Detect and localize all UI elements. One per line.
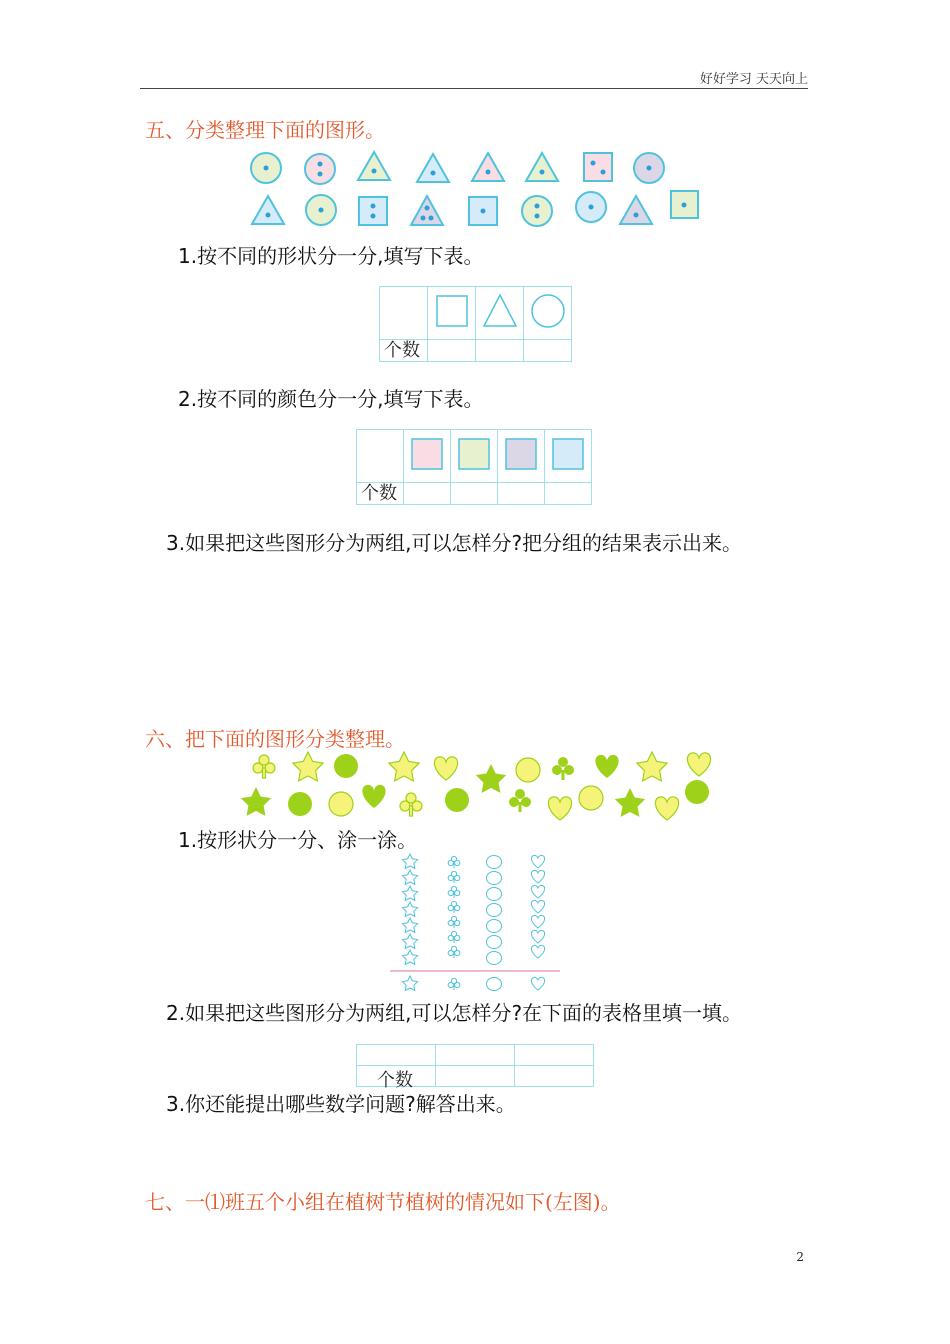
circle-shape [634,153,664,183]
section-5-question-1: 1.按不同的形状分一分,填写下表。 [178,244,484,268]
triangle-shape [620,196,652,224]
club-shape [400,793,422,816]
section-7-title: 七、一⑴班五个小组在植树节植树的情况如下(左图)。 [145,1190,621,1214]
circle-shape [306,195,336,225]
circle-count-cell[interactable] [524,340,572,362]
circle-shape [522,196,552,226]
section-5-shapes [240,146,720,236]
green-count-cell[interactable] [451,483,498,505]
triangle-shape [472,153,504,181]
count-label: 个数 [377,1070,413,1091]
section-5-question-3: 3.如果把这些图形分为两组,可以怎样分?把分组的结果表示出来。 [166,531,743,555]
circle-shape [516,758,540,782]
green-swatch [451,430,497,478]
club-column [448,856,460,990]
section-6-title: 六、把下面的图形分类整理。 [145,727,405,751]
page-number: 2 [796,1250,804,1264]
square-shape [671,191,698,218]
pink-count-cell[interactable] [404,483,451,505]
heart-shape [548,797,571,820]
pink-swatch [404,430,450,478]
purple-swatch [498,430,544,478]
club-shape [552,757,574,780]
club-shape [253,755,275,778]
heart-shape [687,753,710,776]
header-divider [140,88,808,89]
star-shape [476,764,506,793]
header-text: 好好学习 天天向上 [699,72,808,87]
group-2-count-cell[interactable] [515,1066,594,1087]
star-shape [615,788,645,817]
count-label: 个数 [361,483,397,504]
star-shape [241,787,271,816]
heart-column [531,855,544,990]
heart-shape [362,785,385,808]
circle-shape [685,780,709,804]
circle-shape [251,153,281,183]
square-shape [359,197,387,225]
purple-count-cell[interactable] [498,483,545,505]
circle-shape [329,792,353,816]
star-shape [637,752,667,781]
star-shape [293,752,323,781]
triangle-shape [417,154,449,182]
coloring-columns[interactable] [388,852,563,992]
triangle-shape [411,196,443,225]
triangle-shape [526,153,558,181]
circle-shape [305,154,335,184]
section-5-question-2: 2.按不同的颜色分一分,填写下表。 [178,387,484,411]
section-6-question-2: 2.如果把这些图形分为两组,可以怎样分?在下面的表格里填一填。 [166,1001,743,1025]
blue-swatch [545,430,591,478]
circle-shape [288,792,312,816]
heart-shape [595,755,618,778]
triangle-shape [252,196,284,224]
star-column [402,854,417,990]
triangle-count-cell[interactable] [476,340,524,362]
triangle-header [476,287,524,340]
group-2-cell[interactable] [515,1045,594,1066]
triangle-shape [358,152,390,180]
section-6-question-1: 1.按形状分一分、涂一涂。 [178,828,418,852]
club-shape [509,789,531,812]
square-shape [584,153,612,181]
circle-shape [579,786,603,810]
star-shape [389,752,419,781]
heart-shape [434,757,457,780]
section-6-shapes [230,746,720,826]
group-1-cell[interactable] [436,1045,515,1066]
count-label: 个数 [384,340,420,361]
square-count-cell[interactable] [428,340,476,362]
circle-shape [576,192,606,222]
square-shape [469,197,497,225]
circle-header [524,287,572,340]
section-6-question-3: 3.你还能提出哪些数学问题?解答出来。 [166,1092,516,1116]
group-1-count-cell[interactable] [436,1066,515,1087]
heart-shape [655,797,678,820]
circle-shape [334,754,358,778]
square-header [428,287,476,340]
blue-count-cell[interactable] [545,483,592,505]
section-5-title: 五、分类整理下面的图形。 [145,118,385,142]
circle-shape [445,788,469,812]
